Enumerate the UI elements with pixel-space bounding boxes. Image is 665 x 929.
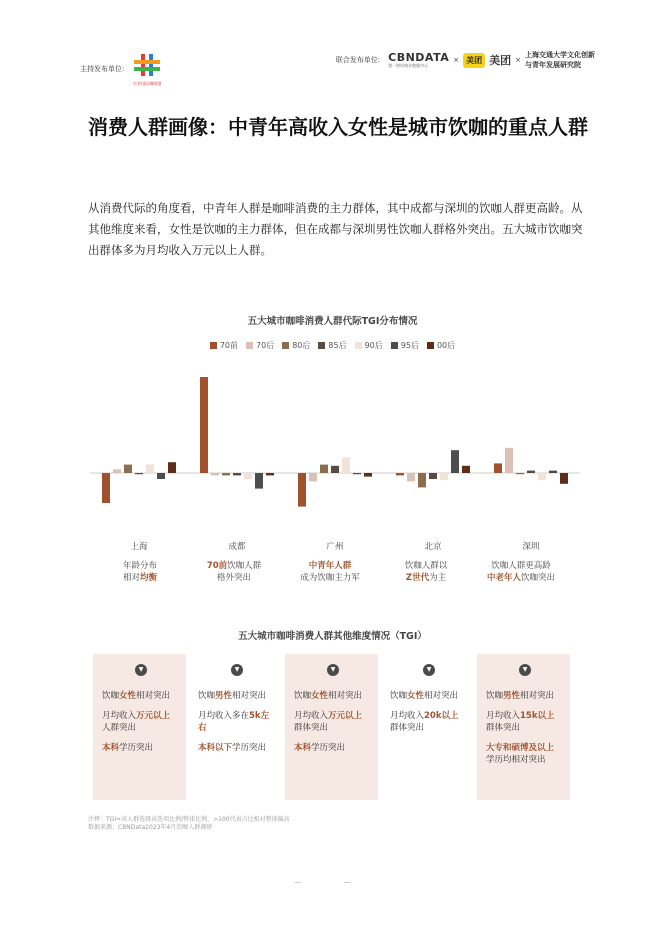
city-label: 北京: [424, 542, 442, 552]
legend-swatch: [391, 342, 398, 349]
bar-成都-80后: [222, 473, 230, 475]
legend-swatch: [318, 342, 325, 349]
bar-上海-85后: [135, 473, 143, 474]
bar-上海-00后: [168, 462, 176, 473]
city-label: 上海: [130, 542, 148, 552]
legend-item: [210, 340, 238, 351]
chevron-down-icon: ▼: [423, 664, 435, 676]
footnote-source: 数据来源：CBNData2023年4月饮咖人群调研: [88, 824, 213, 831]
chart-title: 五大城市咖啡消费人群代际TGI分布情况: [247, 316, 418, 327]
bar-上海-90后: [146, 465, 154, 473]
legend-label: 70前: [219, 341, 239, 350]
cbndata-subtitle: 第一财经商业数据中心: [388, 62, 429, 68]
bar-北京-85后: [429, 473, 437, 479]
bar-深圳-95后: [549, 471, 557, 473]
cbndata-logo-text: CBNDATA: [388, 50, 450, 64]
dimension-card-shenzhen: ▼ 饮咖男性相对突出 月均收入15k以上 群体突出 大专和硕博及以上 学历均相对突出: [477, 654, 570, 800]
hashtag-logo-icon: [132, 50, 162, 80]
dimension-card-shanghai: ▼ 饮咖女性相对突出 月均收入万元以上 人群突出 本科学历突出: [93, 654, 186, 800]
legend-label: 90后: [364, 341, 383, 350]
chart-legend: [0, 340, 665, 351]
city-desc-chengdu: 70前饮咖人群 格外突出: [206, 561, 262, 583]
city-desc-beijing: 饮咖人群以 Z世代为主: [404, 561, 448, 583]
legend-item: [355, 340, 383, 351]
bar-广州-00后: [364, 473, 372, 477]
dimension-card-beijing: ▼ 饮咖女性相对突出 月均收入20k以上 群体突出: [390, 666, 459, 733]
host-label: 主持发布单位:: [80, 64, 125, 73]
dimension-card-chengdu: ▼ 饮咖男性相对突出 月均收入多在5k左右 本科以下学历突出: [198, 666, 270, 753]
legend-label: 85后: [328, 341, 347, 350]
bar-深圳-90后: [538, 473, 546, 480]
bar-广州-85后: [331, 466, 339, 473]
bar-深圳-00后: [560, 473, 568, 484]
page-title: 消费人群画像：中青年高收入女性是城市饮咖的重点人群: [88, 115, 588, 139]
times-sign: ×: [515, 56, 521, 64]
legend-swatch: [282, 342, 289, 349]
bar-深圳-85后: [527, 471, 535, 473]
footnote-tgi: 注释：TGI=该人群选择该选项比例/整体比例，>100代表占比相对整体偏高: [88, 816, 290, 823]
legend-item: [391, 340, 419, 351]
host-publisher: [80, 50, 162, 87]
legend-item: [427, 340, 455, 351]
bar-北京-80后: [418, 473, 426, 487]
bar-成都-90后: [244, 473, 252, 479]
city-desc-shenzhen: 饮咖人群更高龄 中老年人饮咖突出: [486, 561, 556, 583]
co-publishers: [336, 50, 595, 70]
footnotes: [88, 816, 290, 832]
bar-深圳-80后: [516, 473, 524, 474]
city-label: 深圳: [522, 542, 540, 552]
bar-广州-70前: [298, 473, 306, 507]
times-sign: ×: [453, 56, 460, 64]
bar-成都-00后: [266, 473, 274, 475]
chevron-down-icon: ▼: [135, 664, 147, 676]
chart2-title: 五大城市咖啡消费人群其他维度情况（TGI）: [238, 631, 427, 642]
legend-label: 80后: [292, 341, 311, 350]
co-label: 联合发布单位:: [335, 56, 381, 64]
legend-swatch: [427, 342, 434, 349]
bar-成都-70前: [200, 377, 208, 473]
legend-item: [318, 340, 346, 351]
bar-北京-00后: [462, 466, 470, 473]
host-logo-text: 红杉国际咖啡港: [133, 81, 162, 86]
meituan-badge: 美团: [463, 53, 485, 68]
chevron-down-icon: ▼: [519, 664, 531, 676]
city-desc-shanghai: 年龄分布 相对均衡: [122, 561, 158, 583]
cbndata-logo: [388, 52, 449, 69]
legend-item: [282, 340, 310, 351]
legend-swatch: [246, 342, 253, 349]
bar-上海-95后: [157, 473, 165, 479]
bar-广州-90后: [342, 457, 350, 473]
meituan-logo: 美团: [489, 54, 512, 67]
dimension-card-guangzhou: ▼ 饮咖女性相对突出 月均收入万元以上 群体突出 本科学历突出: [285, 654, 378, 800]
bar-广州-70后: [309, 473, 317, 481]
legend-swatch: [210, 342, 217, 349]
host-logo: [132, 50, 162, 87]
bar-成都-95后: [255, 473, 263, 489]
city-label: 成都: [228, 542, 246, 552]
city-label: 广州: [326, 542, 344, 552]
bar-成都-85后: [233, 473, 241, 475]
sjtu-line1: 上海交通大学文化创新: [525, 51, 595, 59]
bar-上海-80后: [124, 465, 132, 473]
bar-深圳-70前: [494, 463, 502, 473]
chevron-down-icon: ▼: [327, 664, 339, 676]
legend-swatch: [355, 342, 362, 349]
legend-label: 70后: [256, 341, 275, 350]
bar-北京-95后: [451, 450, 459, 473]
sjtu-line2: 与青年发展研究院: [525, 61, 581, 69]
sjtu-logo: [525, 50, 595, 70]
chevron-down-icon: ▼: [231, 664, 243, 676]
dimension-cards: [93, 654, 570, 800]
legend-item: [246, 340, 274, 351]
bar-北京-70后: [407, 473, 415, 481]
bar-深圳-70后: [505, 448, 513, 473]
bar-广州-80后: [320, 465, 328, 473]
bar-北京-70前: [396, 473, 404, 475]
legend-label: 95后: [400, 341, 419, 350]
bar-上海-70后: [113, 469, 121, 473]
bar-北京-90后: [440, 473, 448, 480]
city-desc-guangzhou: 中青年人群 成为饮咖主力军: [300, 561, 360, 583]
bar-广州-95后: [353, 473, 361, 474]
bar-成都-70后: [211, 473, 219, 475]
bar-上海-70前: [102, 473, 110, 503]
page-marks: — —: [294, 878, 371, 886]
intro-paragraph: 从消费代际的角度看，中青年人群是咖啡消费的主力群体，其中成都与深圳的饮咖人群更高龄。从其他维度来看，女性是饮咖的主力群体，但在成都与深圳男性饮咖人群格外突出。五大城市饮咖突出群体多为月均收入万元以上人群。: [88, 201, 583, 257]
generation-tgi-bar-chart: [90, 372, 580, 532]
legend-label: 00后: [436, 341, 456, 350]
